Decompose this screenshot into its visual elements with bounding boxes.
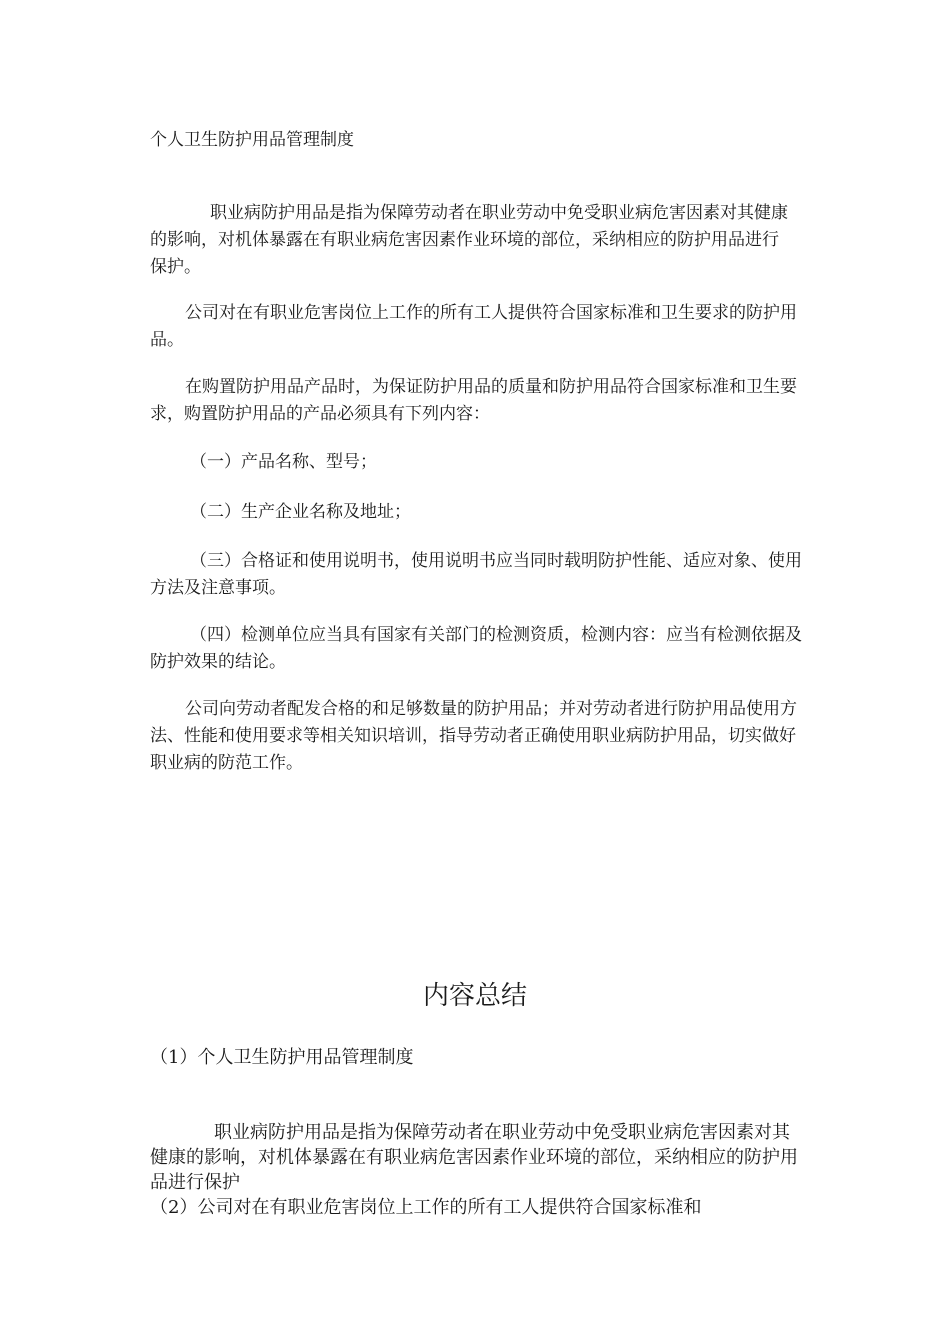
paragraph-purchase: 在购置防护用品产品时，为保证防护用品的质量和防护用品符合国家标准和卫生要求，购置防护用品的产品必须具有下列内容： <box>150 377 797 424</box>
paragraph-distribution: 公司向劳动者配发合格的和足够数量的防护用品；并对劳动者进行防护用品使用方法、性能和使用要求等相关知识培训，指导劳动者正确使用职业病防护用品，切实做好职业病的防范工作。 <box>150 699 797 773</box>
summary-item-2: （2）公司对在有职业危害岗位上工作的所有工人提供符合国家标准和 <box>150 1197 702 1218</box>
document-title: 个人卫生防护用品管理制度 <box>150 130 354 150</box>
list-item-manufacturer: （二）生产企业名称及地址； <box>190 502 411 522</box>
paragraph-definition: 职业病防护用品是指为保障劳动者在职业劳动中免受职业病危害因素对其健康的影响，对机体暴露在有职业病危害因素作业环境的部位，采纳相应的防护用品进行保护。 <box>150 203 788 277</box>
list-item-product-name: （一）产品名称、型号； <box>190 452 377 472</box>
list-item-certificate: （三）合格证和使用说明书，使用说明书应当同时载明防护性能、适应对象、使用方法及注意事项。 <box>150 551 802 598</box>
summary-heading: 内容总结 <box>422 981 527 1011</box>
summary-item-1: （1）个人卫生防护用品管理制度 <box>150 1047 414 1068</box>
paragraph-provision: 公司对在有职业危害岗位上工作的所有工人提供符合国家标准和卫生要求的防护用品。 <box>150 303 797 350</box>
summary-item-definition: 职业病防护用品是指为保障劳动者在职业劳动中免受职业病危害因素对其健康的影响，对机体暴露在有职业病危害因素作业环境的部位，采纳相应的防护用品进行保护 <box>150 1122 798 1193</box>
list-item-inspection: （四）检测单位应当具有国家有关部门的检测资质，检测内容：应当有检测依据及防护效果的结论。 <box>150 625 802 672</box>
